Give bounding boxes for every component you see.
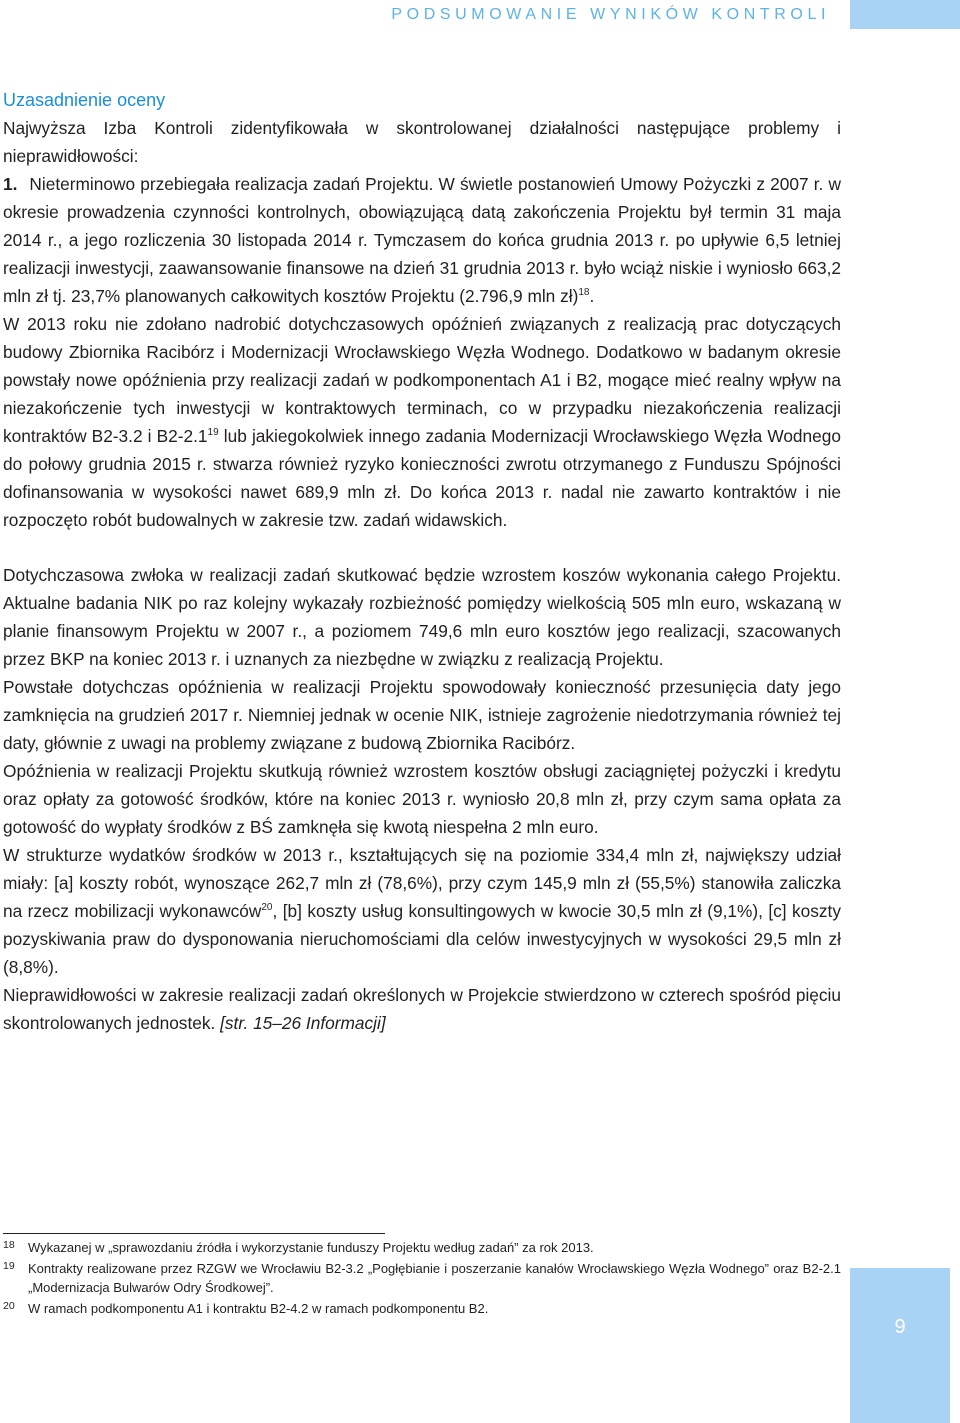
page-number: 9 (894, 1316, 906, 1338)
item1-text-a-end: . (589, 286, 595, 306)
page-number-tab (850, 1268, 950, 1423)
footnotes (3, 1238, 841, 1320)
header-tab (850, 0, 960, 29)
footnote-divider (3, 1233, 385, 1234)
paragraph-gap (3, 534, 841, 561)
item1-text-b-end: lub jakiegokolwiek innego zadania Modernizacji Wrocławskiego Węzła Wodnego do połowy grudnia 2015 r. stwarza również ryzyko konieczności zwrotu otrzymanego z Funduszu Spójności dofinansowania w wysokości nawet 689,9 mln zł. Do końca 2013 r. nadal nie zawarto kontraktów i nie rozpoczęto robót budowalnych w zakresie tzw. zadań widawskich. (3, 426, 841, 530)
paragraph-closing-date: Powstałe dotychczas opóźnienia w realizacji Projektu spowodowały konieczność przesunięcia daty jego zamknięcia na grudzień 2017 r. Niemniej jednak w ocenie NIK, istnieje zagrożenie niedotrzymania również tej daty, głównie z uwagi na problemy związane z budową Zbiornika Racibórz. (3, 677, 841, 753)
item1-text-a: Nieterminowo przebiegała realizacja zadań Projektu. W świetle postanowień Umowy Pożyczki z 2007 r. w okresie prowadzenia czynności kontrolnych, obowiązującą datą zakończenia Projektu był termin 31 maja 2014 r., a jego rozliczenia 30 listopada 2014 r. Tymczasem do końca grudnia 2013 r. po upływie 6,5 letniej realizacji inwestycji, zaawansowanie finansowe na dzień 31 grudnia 2013 r. było wciąż niskie i wyniosło 663,2 mln zł tj. 23,7% planowanych całkowitych kosztów Projektu (2.796,9 mln zł) (3, 174, 841, 306)
intro-paragraph: Najwyższa Izba Kontroli zidentyfikowała w skontrolowanej działalności następujące problemy i nieprawidłowości: (3, 118, 841, 166)
list-number: 1. (3, 174, 18, 194)
footnote-number: 19 (3, 1260, 15, 1272)
header-title: PODSUMOWANIE WYNIKÓW KONTROLI (391, 6, 830, 23)
footnote-18 (3, 1238, 841, 1257)
footnote-ref-19[interactable]: 19 (207, 427, 219, 438)
paragraph-cost-delay: Dotychczasowa zwłoka w realizacji zadań skutkować będzie wzrostem koszów wykonania całego Projektu. Aktualne badania NIK po raz kolejny wykazały rozbieżność pomiędzy wielkością 505 mln euro, wskazaną w planie finansowym Projektu w 2007 r., a poziomem 749,6 mln euro kosztów jego realizacji, szacowanych przez BKP na koniec 2013 r. i uznanych za niezbędne w związku z realizacją Projektu. (3, 565, 841, 669)
section-heading: Uzasadnienie oceny (3, 90, 166, 110)
footnote-ref-20[interactable]: 20 (261, 902, 273, 913)
footnote-number: 20 (3, 1300, 15, 1312)
footnote-19 (3, 1259, 841, 1297)
para5-text-b: , [b] koszty usług konsultingowych w kwocie 30,5 mln zł (9,1%), [c] koszty pozyskiwania praw do dysponowania nieruchomościami dla celów inwestycyjnych w wysokości 29,5 mln zł (8,8%). (3, 901, 841, 977)
footnote-20 (3, 1299, 841, 1318)
footnote-number: 18 (3, 1239, 15, 1251)
item1-paragraph-b (3, 310, 841, 534)
main-content (3, 86, 841, 1037)
list-item-1 (3, 170, 841, 310)
para5-text-a: W strukturze wydatków środków w 2013 r., kształtujących się na poziomie 334,4 mln zł, największy udział miały: [a] koszty robót, wynoszące 262,7 mln zł (78,6%), przy czym 145,9 mln zł (55,5%) stanowiła zaliczka na rzecz mobilizacji wykonawców (3, 845, 841, 921)
page-reference: [str. 15–26 Informacji] (220, 1013, 386, 1033)
footnote-ref-18[interactable]: 18 (578, 287, 590, 298)
footnote-text: Wykazanej w „sprawozdaniu źródła i wykorzystanie funduszy Projektu według zadań” za rok 2013. (28, 1240, 594, 1255)
item1-text-b: W 2013 roku nie zdołano nadrobić dotychczasowych opóźnień związanych z realizacją prac dotyczących budowy Zbiornika Racibórz i Modernizacji Wrocławskiego Węzła Wodnego. Dodatkowo w badanym okresie powstały nowe opóźnienia przy realizacji zadań w podkomponentach A1 i B2, mogące mieć realny wpływ na niezakończenie tych inwestycji w kontraktowych terminach, co w przypadku niezakończenia realizacji kontraktów B2-3.2 i B2-2.1 (3, 314, 841, 446)
paragraph-loan-costs: Opóźnienia w realizacji Projektu skutkują również wzrostem kosztów obsługi zaciągniętej pożyczki i kredytu oraz opłaty za gotowość środków, które na koniec 2013 r. wyniosło 20,8 mln zł, przy czym sama opłata za gotowość do wypłaty środków z BŚ zamknęła się kwotą niespełna 2 mln euro. (3, 761, 841, 837)
footnote-text: Kontrakty realizowane przez RZGW we Wrocławiu B2-3.2 „Pogłębianie i poszerzanie kanałów Wrocławskiego Węzła Wodnego” oraz B2-2.1 „Modernizacja Bulwarów Odry Środkowej”. (28, 1261, 841, 1295)
footnote-text: W ramach podkomponentu A1 i kontraktu B2-4.2 w ramach podkomponentu B2. (28, 1301, 489, 1316)
paragraph-irregularities (3, 981, 841, 1037)
paragraph-expenditure-structure (3, 841, 841, 981)
para6-text: Nieprawidłowości w zakresie realizacji zadań określonych w Projekcie stwierdzono w czterech spośród pięciu skontrolowanych jednostek. (3, 985, 841, 1033)
